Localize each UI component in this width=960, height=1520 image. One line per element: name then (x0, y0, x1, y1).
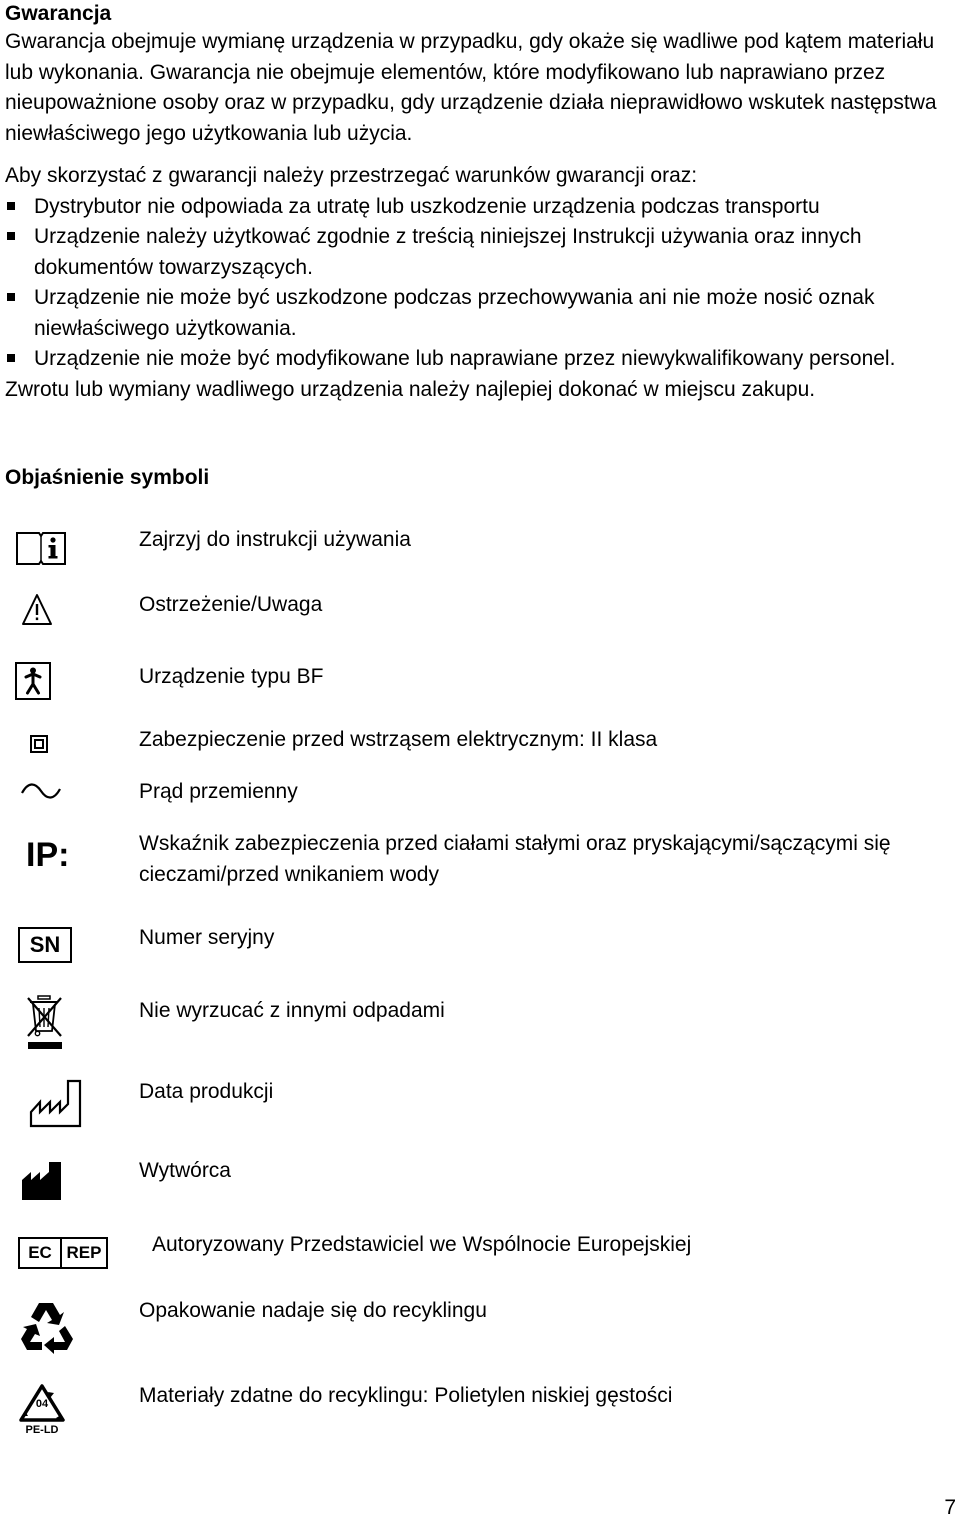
list-item (5, 283, 955, 344)
symbol-label: Wskaźnik zabezpieczenia przed ciałami stałymi oraz pryskającymi/sączącymi się cieczami/przed wnikaniem wody (139, 832, 891, 886)
symbols-title: Objaśnienie symboli (5, 466, 210, 489)
symbol-label: Data produkcji (139, 1080, 274, 1103)
symbol-label: Autoryzowany Przedstawiciel we Wspólnocie Europejskiej (152, 1233, 692, 1256)
bullet-square-icon (7, 354, 15, 362)
warning-triangle-icon (21, 592, 53, 628)
bullet-square-icon (7, 232, 15, 240)
condition-text: Dystrybutor nie odpowiada za utratę lub uszkodzenie urządzenia podczas transportu (34, 194, 820, 218)
condition-text: Urządzenie nie może być modyfikowane lub naprawiane przez niewykwalifikowany personel. (34, 347, 896, 370)
symbol-label: Urządzenie typu BF (139, 665, 324, 688)
warranty-section (5, 0, 955, 405)
symbol-label: Zajrzyj do instrukcji używania (139, 528, 411, 551)
resin-code-label: PE-LD (25, 1424, 59, 1436)
condition-text: Urządzenie nie może być uszkodzone podczas przechowywania ani nie może nosić oznak niewłaściwego użytkowania. (34, 286, 875, 340)
return-note: Zwrotu lub wymiany wadliwego urządzenia należy najlepiej dokonać w miejscu zakupu. (5, 377, 816, 401)
conditions-list (5, 192, 955, 375)
instructions-info-icon (15, 528, 67, 566)
spacer (5, 149, 955, 161)
type-bf-icon (15, 662, 51, 700)
symbol-label: Ostrzeżenie/Uwaga (139, 593, 323, 616)
rep-text: REP (66, 1243, 102, 1262)
bullet-square-icon (7, 202, 15, 210)
bullet-square-icon (7, 293, 15, 301)
symbol-label: Zabezpieczenie przed wstrząsem elektrycznym: II klasa (139, 728, 658, 751)
weee-bin-icon (25, 994, 65, 1052)
resin-code-number: 04 (35, 1398, 49, 1410)
serial-number-icon (18, 927, 72, 963)
pe-ld-recycle-icon (17, 1383, 67, 1437)
manufacture-date-icon (28, 1078, 84, 1130)
symbol-label: Prąd przemienny (139, 780, 298, 803)
warranty-title: Gwarancja (5, 2, 112, 25)
symbol-label: Opakowanie nadaje się do recyklingu (139, 1299, 487, 1322)
list-item (5, 192, 955, 223)
ip-rating-icon: IP: (26, 836, 70, 874)
ec-rep-icon (18, 1237, 108, 1269)
recycle-icon (19, 1298, 81, 1356)
page-number: 7 (944, 1496, 956, 1519)
symbol-label: Numer seryjny (139, 926, 275, 949)
warranty-paragraph: Gwarancja obejmuje wymianę urządzenia w przypadku, gdy okaże się wadliwe pod kątem materiału lub wykonania. Gwarancja nie obejmuje elementów, które modyfikowano lub naprawiano przez nieupoważnione osoby oraz w przypadku, gdy urządzenie działa nieprawidłowo wskutek następstwa niewłaściwego jego użytkowania lub użycia. (5, 30, 937, 145)
manufacturer-icon (20, 1160, 64, 1202)
serial-number-text: SN (29, 932, 61, 957)
list-item (5, 344, 955, 375)
condition-text: Urządzenie należy użytkować zgodnie z treścią niniejszej Instrukcji używania oraz innych dokumentów towarzyszących. (34, 225, 862, 279)
symbol-label: Wytwórca (139, 1159, 231, 1182)
conditions-intro: Aby skorzystać z gwarancji należy przestrzegać warunków gwarancji oraz: (5, 164, 698, 187)
symbol-label: Materiały zdatne do recyklingu: Polietylen niskiej gęstości (139, 1384, 673, 1407)
class-ii-icon (30, 735, 48, 753)
ec-text: EC (20, 1239, 62, 1267)
alternating-current-icon (20, 778, 62, 804)
list-item (5, 222, 955, 283)
symbol-label: Nie wyrzucać z innymi odpadami (139, 999, 445, 1022)
